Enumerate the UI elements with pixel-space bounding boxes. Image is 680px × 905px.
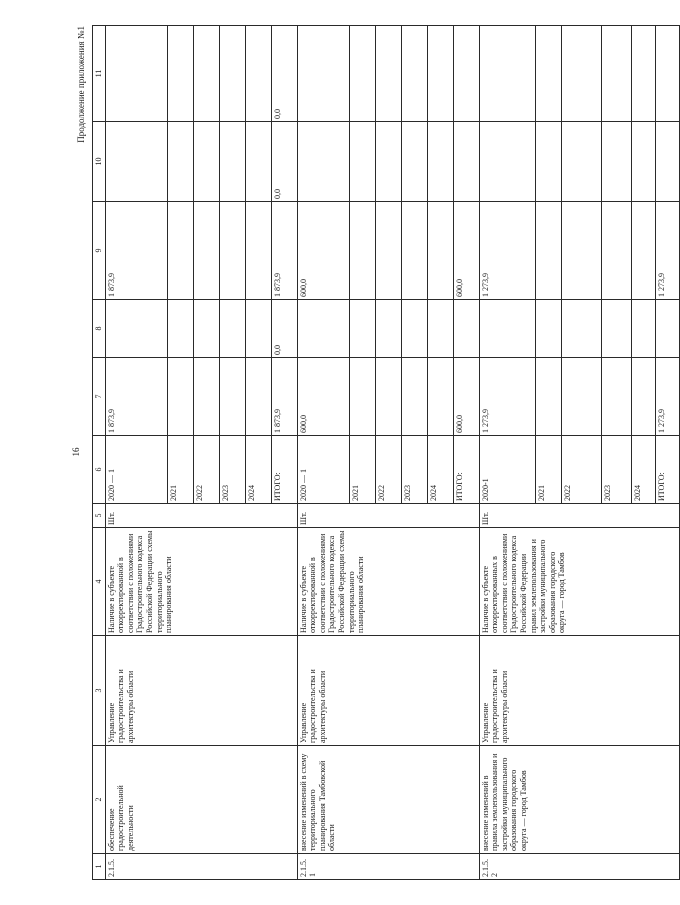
year-cell: 2023 — [401, 436, 427, 504]
rotated-page — [70, 22, 666, 882]
col-header: 11 — [93, 26, 106, 122]
year-cell: ИТОГО: — [271, 436, 297, 504]
executor: Управление градостроительства и архитектуры области — [105, 636, 297, 746]
value-cell: 0,0 — [271, 26, 297, 122]
col-header: 7 — [93, 358, 106, 436]
value-cell — [601, 358, 631, 436]
value-cell — [193, 122, 219, 202]
value-cell — [245, 26, 271, 122]
value-cell — [401, 202, 427, 300]
value-cell — [349, 300, 375, 358]
value-cell — [427, 26, 453, 122]
value-cell — [561, 358, 601, 436]
col-header: 6 — [93, 436, 106, 504]
value-cell — [535, 122, 561, 202]
year-cell: 2023 — [219, 436, 245, 504]
col-header: 4 — [93, 528, 106, 636]
value-cell — [375, 26, 401, 122]
value-cell — [297, 26, 349, 122]
value-cell: 600,0 — [297, 358, 349, 436]
value-cell — [349, 358, 375, 436]
value-cell — [219, 202, 245, 300]
year-cell: 2022 — [375, 436, 401, 504]
value-cell — [297, 300, 349, 358]
col-header: 5 — [93, 504, 106, 528]
value-cell — [219, 300, 245, 358]
value-cell — [535, 202, 561, 300]
year-cell: 2021 — [349, 436, 375, 504]
value-cell — [401, 122, 427, 202]
value-cell — [427, 122, 453, 202]
year-cell: ИТОГО: — [453, 436, 479, 504]
value-cell — [167, 358, 193, 436]
unit: Шт. — [479, 504, 679, 528]
indicator: Наличие в субъекте откорректированной в соответствии с положениями Градостроительного кодекса Российской Федерации схемы территориального планирования области — [105, 528, 297, 636]
table-row — [479, 26, 535, 880]
value-cell — [655, 300, 679, 358]
value-cell — [401, 300, 427, 358]
col-header: 8 — [93, 300, 106, 358]
value-cell — [453, 300, 479, 358]
value-cell: 600,0 — [453, 358, 479, 436]
year-cell: 2022 — [561, 436, 601, 504]
value-cell — [219, 26, 245, 122]
value-cell — [535, 358, 561, 436]
value-cell — [631, 122, 655, 202]
value-cell — [167, 202, 193, 300]
value-cell — [453, 26, 479, 122]
value-cell — [601, 122, 631, 202]
value-cell: 1 273,9 — [479, 202, 535, 300]
measure-name: внесение изменений в схему территориального планирования Тамбовской области — [297, 746, 479, 854]
program-table — [92, 25, 680, 880]
measure-code: 2.1.5. — [105, 854, 297, 880]
value-cell — [535, 300, 561, 358]
value-cell — [535, 26, 561, 122]
value-cell — [655, 26, 679, 122]
col-header: 10 — [93, 122, 106, 202]
value-cell — [375, 300, 401, 358]
value-cell — [427, 358, 453, 436]
year-cell: 2022 — [193, 436, 219, 504]
value-cell: 1 273,9 — [655, 358, 679, 436]
value-cell: 0,0 — [271, 300, 297, 358]
value-cell: 600,0 — [453, 202, 479, 300]
value-cell — [479, 300, 535, 358]
value-cell — [245, 358, 271, 436]
value-cell — [375, 202, 401, 300]
year-cell: 2024 — [245, 436, 271, 504]
year-cell: 2024 — [427, 436, 453, 504]
value-cell — [167, 300, 193, 358]
value-cell — [349, 202, 375, 300]
value-cell — [245, 300, 271, 358]
value-cell — [375, 122, 401, 202]
value-cell — [561, 122, 601, 202]
value-cell: 600,0 — [297, 202, 349, 300]
value-cell: 1 873,9 — [105, 202, 167, 300]
executor: Управление градостроительства и архитектуры области — [479, 636, 679, 746]
value-cell — [601, 300, 631, 358]
value-cell — [631, 300, 655, 358]
value-cell: 0,0 — [271, 122, 297, 202]
table-row — [297, 26, 349, 880]
value-cell — [297, 122, 349, 202]
value-cell — [427, 202, 453, 300]
value-cell — [167, 122, 193, 202]
value-cell — [561, 300, 601, 358]
value-cell — [601, 202, 631, 300]
year-cell: 2024 — [631, 436, 655, 504]
executor: Управление градостроительства и архитектуры области — [297, 636, 479, 746]
page-number: 16 — [71, 447, 81, 457]
value-cell — [401, 26, 427, 122]
value-cell — [561, 202, 601, 300]
value-cell — [631, 202, 655, 300]
value-cell — [193, 358, 219, 436]
continuation-note: Продолжение приложения №1 — [76, 26, 86, 143]
table-row — [105, 26, 167, 880]
col-header: 3 — [93, 636, 106, 746]
value-cell — [245, 122, 271, 202]
year-cell: 2023 — [601, 436, 631, 504]
value-cell — [193, 26, 219, 122]
measure-name: обеспечение градостроительной деятельности — [105, 746, 297, 854]
value-cell — [453, 122, 479, 202]
value-cell — [193, 300, 219, 358]
value-cell — [601, 26, 631, 122]
value-cell — [479, 26, 535, 122]
year-cell: 2021 — [167, 436, 193, 504]
year-cell: 2020 — 1 — [105, 436, 167, 504]
col-header: 1 — [93, 854, 106, 880]
indicator: Наличие в субъекте откорректированной в соответствии с положениями Градостроительного кодекса Российской Федерации схемы территориального планирования области — [297, 528, 479, 636]
year-cell: 2021 — [535, 436, 561, 504]
unit: Шт. — [297, 504, 479, 528]
year-cell: 2020-1 — [479, 436, 535, 504]
value-cell — [375, 358, 401, 436]
value-cell — [105, 26, 167, 122]
measure-code: 2.1.5.2 — [479, 854, 679, 880]
value-cell — [631, 358, 655, 436]
value-cell — [401, 358, 427, 436]
value-cell: 1 273,9 — [655, 202, 679, 300]
value-cell — [655, 122, 679, 202]
value-cell — [479, 122, 535, 202]
value-cell — [219, 358, 245, 436]
col-header: 2 — [93, 746, 106, 854]
value-cell — [193, 202, 219, 300]
unit: Шт. — [105, 504, 297, 528]
col-header: 9 — [93, 202, 106, 300]
value-cell — [105, 122, 167, 202]
value-cell — [427, 300, 453, 358]
value-cell — [349, 122, 375, 202]
value-cell — [105, 300, 167, 358]
value-cell — [349, 26, 375, 122]
measure-name: внесение изменений в правила землепользования и застройки муниципального образования городского округа — город Тамбов — [479, 746, 679, 854]
indicator: Наличие в субъекте откорректированных в соответствии с положениями Градостроительного кодекса Российской Федерации правил землепользования и застройки муниципального образования городского округа — город Тамбов — [479, 528, 679, 636]
value-cell — [167, 26, 193, 122]
measure-code: 2.1.5.1 — [297, 854, 479, 880]
year-cell: ИТОГО: — [655, 436, 679, 504]
value-cell: 1 873,9 — [271, 202, 297, 300]
value-cell — [561, 26, 601, 122]
column-number-row — [93, 26, 106, 880]
value-cell — [245, 202, 271, 300]
value-cell — [631, 26, 655, 122]
year-cell: 2020 — 1 — [297, 436, 349, 504]
value-cell: 1 873,9 — [271, 358, 297, 436]
value-cell: 1 273,9 — [479, 358, 535, 436]
value-cell — [219, 122, 245, 202]
value-cell: 1 873,9 — [105, 358, 167, 436]
